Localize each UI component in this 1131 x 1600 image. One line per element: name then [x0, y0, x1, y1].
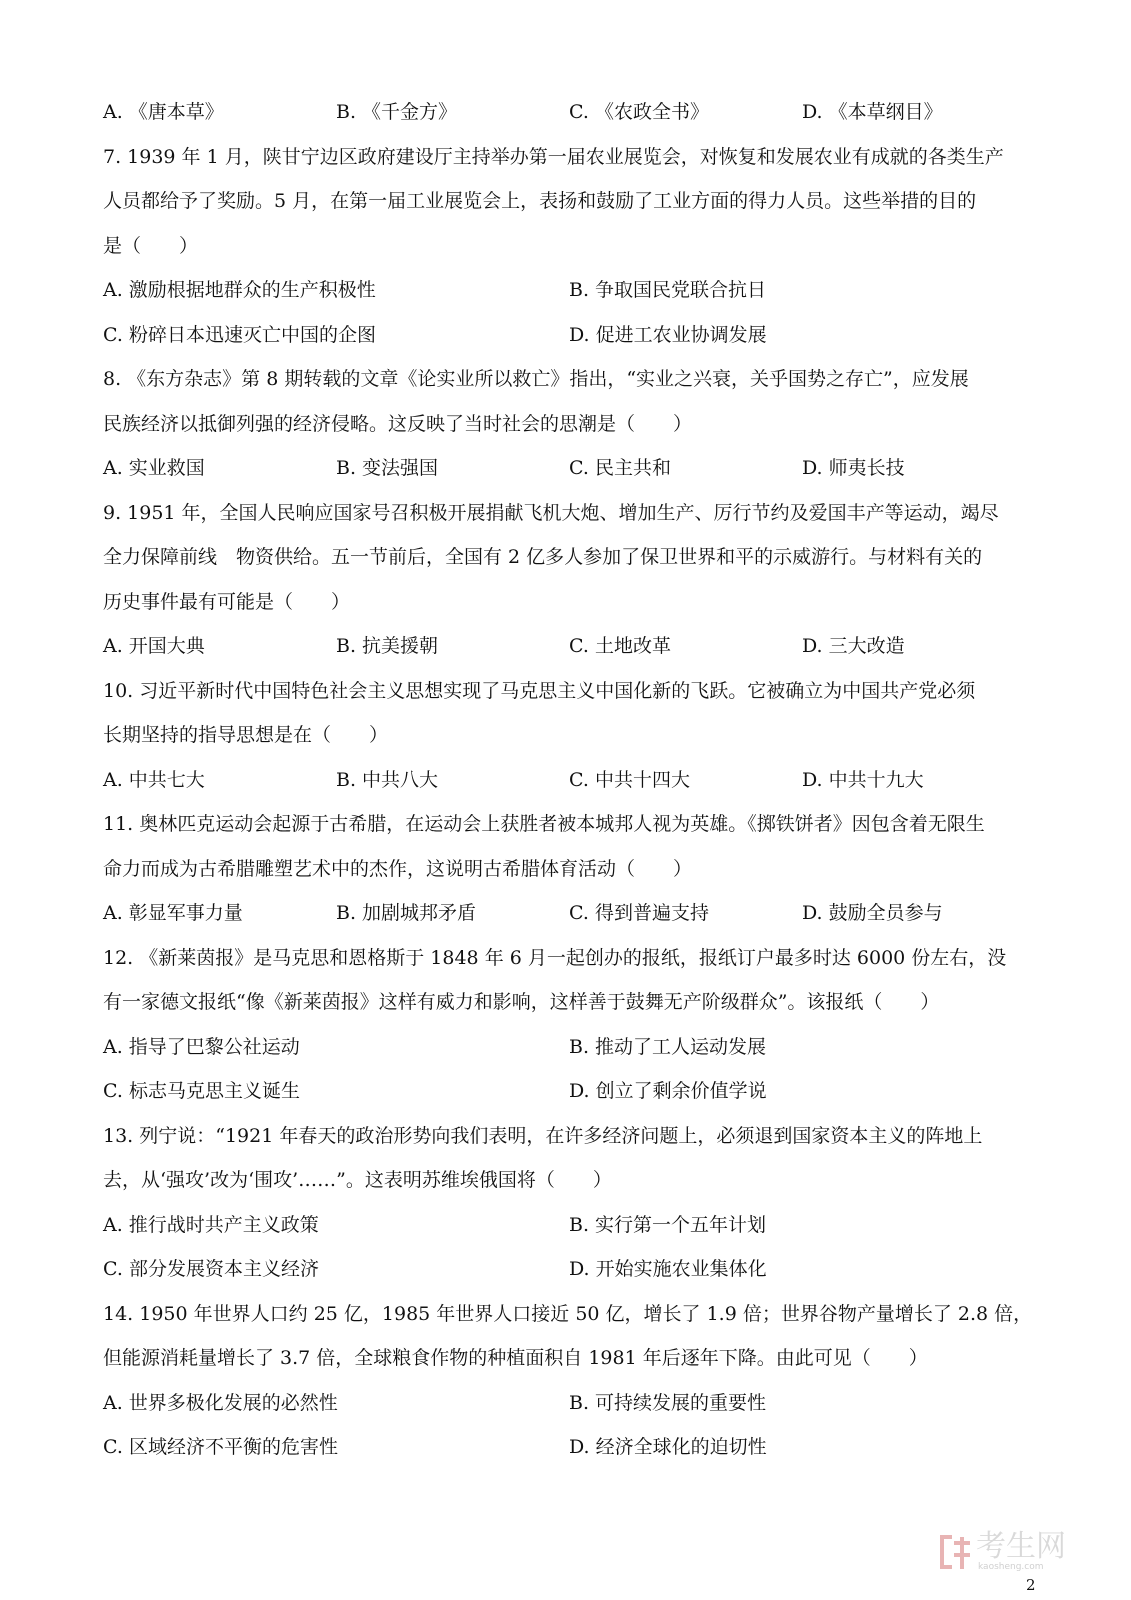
- q14-option-c: C. 区域经济不平衡的危害性: [103, 1436, 338, 1458]
- q11-options: [103, 891, 1038, 936]
- q9-line-2: 全力保障前线 物资供给。五一节前后，全国有 2 亿多人参加了保卫世界和平的示威游行。与材料有关的: [103, 546, 983, 568]
- q14-options-row-2: [103, 1425, 1038, 1470]
- q9-line-1: 9. 1951 年，全国人民响应国家号召积极开展捐献飞机大炮、增加生产、厉行节约及爱国丰产等运动，竭尽: [103, 501, 999, 524]
- q7-line-3: 是（ ）: [103, 234, 199, 257]
- q8-option-c: C. 民主共和: [569, 457, 671, 479]
- q10-option-a: A. 中共七大: [103, 768, 205, 791]
- q8-options: [103, 446, 1038, 491]
- q11-option-d: D. 鼓励全员参与: [802, 902, 943, 924]
- q7-line-2: 人员都给予了奖励。5 月，在第一届工业展览会上，表扬和鼓励了工业方面的得力人员。这些举措的目的: [103, 190, 977, 212]
- q6-options: [103, 90, 1038, 135]
- q7-option-c: C. 粉碎日本迅速灭亡中国的企图: [103, 323, 376, 346]
- q13-options-row-2: [103, 1247, 1038, 1292]
- question-9: [103, 491, 1038, 669]
- question-10: [103, 669, 1038, 803]
- q11-option-b: B. 加剧城邦矛盾: [336, 902, 477, 924]
- q9-option-c: C. 土地改革: [569, 635, 671, 657]
- q9-options: [103, 624, 1038, 669]
- question-13: [103, 1114, 1038, 1292]
- q11-line-2: 命力而成为古希腊雕塑艺术中的杰作，这说明古希腊体育活动（ ）: [103, 857, 693, 880]
- q12-option-d: D. 创立了剩余价值学说: [569, 1080, 767, 1102]
- q7-option-a: A. 激励根据地群众的生产积极性: [103, 279, 376, 301]
- q13-line-2: 去，从‘强攻’改为‘围攻’……”。这表明苏维埃俄国将（ ）: [103, 1169, 612, 1191]
- q13-option-c: C. 部分发展资本主义经济: [103, 1258, 319, 1280]
- page-number: 2: [1026, 1576, 1036, 1594]
- q6-option-d: D. 《本草纲目》: [802, 101, 943, 123]
- question-8: [103, 357, 1038, 491]
- q11-line-1: 11. 奥林匹克运动会起源于古希腊，在运动会上获胜者被本城邦人视为英雄。《掷铁饼者》因包含着无限生: [103, 813, 985, 835]
- q9-option-a: A. 开国大典: [103, 635, 205, 657]
- q10-line-2: 长期坚持的指导思想是在（ ）: [103, 724, 389, 746]
- question-11: [103, 802, 1038, 936]
- watermark-logo: [940, 1529, 1100, 1572]
- q10-options: [103, 758, 1038, 803]
- q7-line-1: 7. 1939 年 1 月，陕甘宁边区政府建设厅主持举办第一届农业展览会，对恢复和发展农业有成就的各类生产: [103, 145, 1004, 168]
- q12-line-1: 12. 《新莱茵报》是马克思和恩格斯于 1848 年 6 月一起创办的报纸，报纸订户最多时达 6000 份左右，没: [103, 946, 1007, 969]
- q9-line-3: 历史事件最有可能是（ ）: [103, 590, 351, 613]
- q8-option-a: A. 实业救国: [103, 457, 205, 479]
- q14-line-2: 但能源消耗量增长了 3.7 倍，全球粮食作物的种植面积自 1981 年后逐年下降。由此可见（ ）: [103, 1347, 928, 1369]
- q14-option-d: D. 经济全球化的迫切性: [569, 1436, 767, 1458]
- q6-option-b: B. 《千金方》: [336, 101, 458, 123]
- q13-option-a: A. 推行战时共产主义政策: [103, 1213, 319, 1236]
- q8-option-b: B. 变法强国: [336, 457, 439, 479]
- q7-option-d: D. 促进工农业协调发展: [569, 323, 767, 346]
- q6-option-c: C. 《农政全书》: [569, 101, 709, 123]
- q10-option-c: C. 中共十四大: [569, 768, 690, 791]
- q7-options-row-1: [103, 268, 1038, 313]
- q8-line-2: 民族经济以抵御列强的经济侵略。这反映了当时社会的思潮是（ ）: [103, 412, 693, 435]
- questions-area: [103, 90, 1038, 1470]
- q10-option-d: D. 中共十九大: [802, 768, 924, 791]
- logo-mark-icon: [940, 1535, 970, 1569]
- q13-options-row-1: [103, 1203, 1038, 1248]
- q12-line-2: 有一家德文报纸“像《新莱茵报》这样有威力和影响，这样善于鼓舞无产阶级群众”。该报纸（ ）: [103, 991, 940, 1013]
- question-14: [103, 1292, 1038, 1470]
- q13-line-1: 13. 列宁说：“1921 年春天的政治形势向我们表明，在许多经济问题上，必须退到国家资本主义的阵地上: [103, 1124, 983, 1147]
- q12-options-row-2: [103, 1069, 1038, 1114]
- q14-option-a: A. 世界多极化发展的必然性: [103, 1391, 338, 1414]
- q6-option-a: A. 《唐本草》: [103, 101, 224, 123]
- q14-options-row-1: [103, 1381, 1038, 1426]
- q9-option-b: B. 抗美援朝: [336, 635, 439, 657]
- question-7: [103, 135, 1038, 358]
- q14-line-1: 14. 1950 年世界人口约 25 亿，1985 年世界人口接近 50 亿，增长了 1.9 倍；世界谷物产量增长了 2.8 倍，: [103, 1302, 1033, 1325]
- q7-option-b: B. 争取国民党联合抗日: [569, 279, 767, 301]
- question-12: [103, 936, 1038, 1114]
- q8-option-d: D. 师夷长技: [802, 457, 905, 479]
- q13-option-d: D. 开始实施农业集体化: [569, 1258, 767, 1280]
- q12-option-c: C. 标志马克思主义诞生: [103, 1080, 300, 1102]
- q11-option-a: A. 彰显军事力量: [103, 902, 243, 924]
- q7-options-row-2: [103, 313, 1038, 358]
- q8-line-1: 8. 《东方杂志》第 8 期转载的文章《论实业所以救亡》指出，“实业之兴衰，关乎国势之存亡”，应发展: [103, 368, 969, 390]
- q11-option-c: C. 得到普遍支持: [569, 902, 709, 924]
- watermark-text: 考生网: [976, 1529, 1066, 1564]
- q14-option-b: B. 可持续发展的重要性: [569, 1391, 767, 1414]
- q12-options-row-1: [103, 1025, 1038, 1070]
- q10-line-1: 10. 习近平新时代中国特色社会主义思想实现了马克思主义中国化新的飞跃。它被确立为中国共产党必须: [103, 679, 976, 702]
- watermark-subtext: kaosheng.com: [978, 1562, 1044, 1572]
- q10-option-b: B. 中共八大: [336, 768, 439, 791]
- q12-option-a: A. 指导了巴黎公社运动: [103, 1035, 300, 1058]
- q12-option-b: B. 推动了工人运动发展: [569, 1035, 767, 1058]
- q9-option-d: D. 三大改造: [802, 635, 905, 657]
- q13-option-b: B. 实行第一个五年计划: [569, 1213, 767, 1236]
